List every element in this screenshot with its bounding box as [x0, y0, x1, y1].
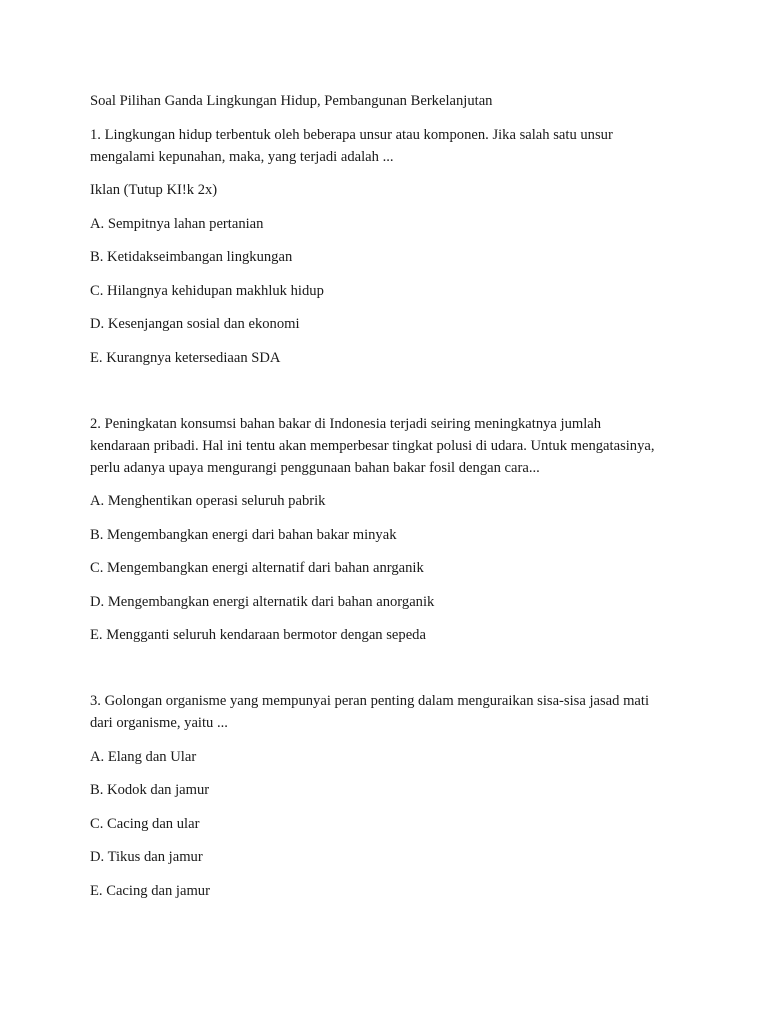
question-2-option-e: E. Mengganti seluruh kendaraan bermotor dengan sepeda [90, 627, 426, 643]
question-1-option-a: A. Sempitnya lahan pertanian [90, 215, 264, 232]
ad-notice[interactable]: Iklan (Tutup KI!k 2x) [90, 182, 218, 198]
question-3-option-a: A. Elang dan Ular [90, 748, 197, 765]
question-3-text [90, 690, 690, 734]
question-2-option-c: C. Mengembangkan energi alternatif dari bahan anrganik [90, 560, 424, 576]
question-line: 2. Peningkatan konsumsi bahan bakar di Indonesia terjadi seiring meningkatnya jumlah [90, 415, 602, 432]
question-line: 1. Lingkungan hidup terbentuk oleh beberapa unsur atau komponen. Jika salah satu unsur [90, 126, 613, 143]
question-line: kendaraan pribadi. Hal ini tentu akan memperbesar tingkat polusi di udara. Untuk mengatasinya, [90, 437, 655, 454]
document-title: Soal Pilihan Ganda Lingkungan Hidup, Pembangunan Berkelanjutan [90, 93, 493, 109]
question-line: mengalami kepunahan, maka, yang terjadi adalah ... [90, 148, 394, 165]
question-1-option-d: D. Kesenjangan sosial dan ekonomi [90, 316, 300, 332]
question-1-text [90, 124, 690, 168]
question-line: perlu adanya upaya mengurangi penggunaan bahan bakar fosil dengan cara... [90, 459, 540, 476]
question-3-option-d: D. Tikus dan jamur [90, 849, 203, 865]
document-body [90, 90, 690, 913]
question-3-option-c: C. Cacing dan ular [90, 815, 200, 832]
question-2-option-a: A. Menghentikan operasi seluruh pabrik [90, 493, 326, 509]
question-3-option-e: E. Cacing dan jamur [90, 882, 210, 899]
question-2-option-d: D. Mengembangkan energi alternatik dari bahan anorganik [90, 593, 435, 610]
question-2-option-b: B. Mengembangkan energi dari bahan bakar minyak [90, 526, 397, 543]
question-3-option-b: B. Kodok dan jamur [90, 782, 210, 798]
question-2-text [90, 413, 690, 479]
question-1-option-c: C. Hilangnya kehidupan makhluk hidup [90, 282, 324, 299]
question-line: dari organisme, yaitu ... [90, 715, 228, 731]
question-line: 3. Golongan organisme yang mempunyai peran penting dalam menguraikan sisa-sisa jasad mati [90, 693, 650, 709]
question-1-option-e: E. Kurangnya ketersediaan SDA [90, 349, 281, 366]
question-1-option-b: B. Ketidakseimbangan lingkungan [90, 249, 293, 265]
